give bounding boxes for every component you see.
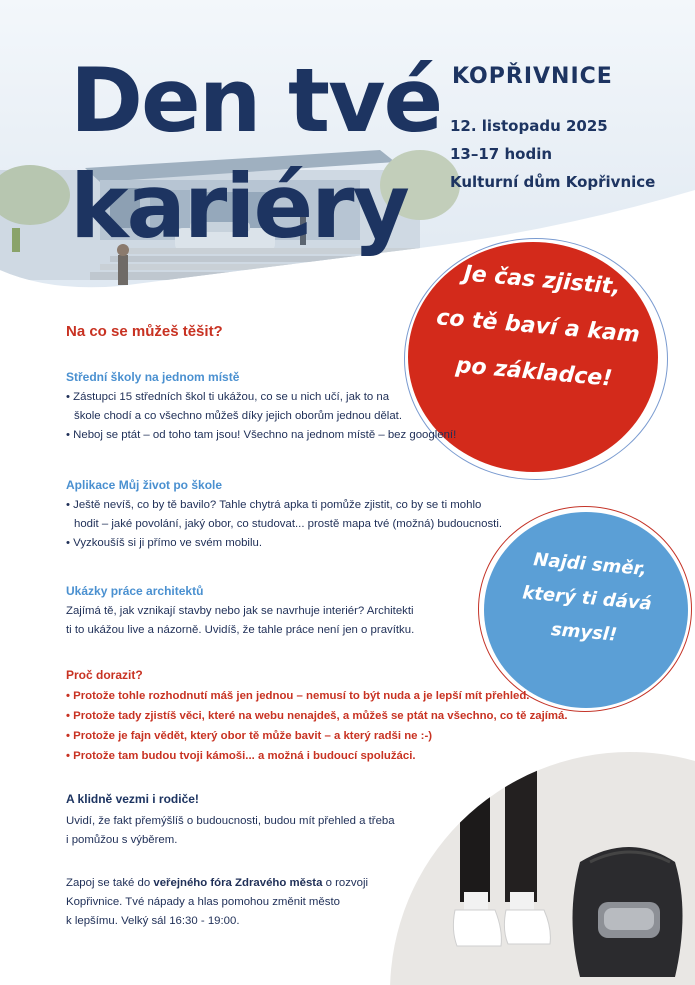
- event-info: [450, 112, 655, 196]
- event-date: 12. listopadu 2025: [450, 117, 608, 135]
- schools-bullet-1-line-2: škole chodí a co všechno můžeš díky jejich oborům jednou dělat.: [74, 410, 402, 422]
- app-bullet-1-line-2: hodit – jaké povolání, jaký obor, co studovat... prostě mapa tvé (možná) budoucnosti.: [74, 518, 503, 530]
- why-reason-1: • Protože tohle rozhodnutí máš jen jednou – nemusí to být nuda a je lepší mít přehled.: [66, 690, 530, 702]
- parents-line-1: Uvidí, že fakt přemýšlíš o budoucnosti, budou mít přehled a třeba: [66, 815, 395, 827]
- section-heading-why: Proč dorazit?: [66, 668, 143, 682]
- schools-bullet-1-line-1: • Zástupci 15 středních škol ti ukážou, co se u nich učí, jak to na: [66, 391, 390, 403]
- city-logo: KOPŘIVNICE: [452, 64, 613, 89]
- forum-bold: veřejného fóra Zdravého města: [153, 877, 323, 889]
- event-time: 13–17 hodin: [450, 145, 553, 163]
- why-reason-3: • Protože je fajn vědět, který obor tě může bavit – a který radši ne :-): [66, 730, 433, 742]
- red-slogan-line-1: Je čas zjistit,: [462, 261, 622, 300]
- student-photo: [390, 752, 695, 985]
- red-slogan-line-2: co tě baví a kam: [435, 305, 641, 348]
- blue-circle-slogan: [488, 540, 686, 658]
- title-line-2: kariéry: [70, 155, 408, 258]
- title-line-1: Den tvé: [70, 49, 442, 152]
- architects-text: [66, 602, 506, 640]
- forum-pre: Zapoj se také do: [66, 877, 154, 889]
- forum-post: o rozvoji: [322, 877, 369, 889]
- forum-line-3: k lepšímu. Velký sál 16:30 - 19:00.: [66, 915, 240, 927]
- blue-slogan-line-1: Najdi směr,: [532, 549, 648, 581]
- schools-bullet-2: • Neboj se ptát – od toho tam jsou! Všechno na jednom místě – bez googlení!: [66, 429, 457, 441]
- red-slogan-line-3: po základce!: [454, 353, 614, 392]
- parents-line-2: i pomůžou s výběrem.: [66, 834, 178, 846]
- app-bullet-2: • Vyzkoušíš si ji přímo ve svém mobilu.: [66, 537, 262, 549]
- blue-slogan-line-3: smysl!: [550, 619, 619, 646]
- app-bullet-1-line-1: • Ještě nevíš, co by tě bavilo? Tahle chytrá apka ti pomůže zjistit, co by se ti mohlo: [66, 499, 482, 511]
- blue-slogan-line-2: který ti dává: [521, 582, 653, 615]
- schools-text: [66, 388, 506, 445]
- app-text: [66, 496, 506, 553]
- forum-line-2: Kopřivnice. Tvé nápady a hlas pomohou změnit město: [66, 896, 340, 908]
- section-heading-intro: Na co se můžeš těšit?: [66, 323, 223, 340]
- why-reason-2: • Protože tady zjistíš věci, které na webu nenajdeš, a můžeš se ptát na všechno, co tě zajímá.: [66, 710, 568, 722]
- page-title: [70, 48, 441, 260]
- section-heading-app: Aplikace Můj život po škole: [66, 478, 223, 492]
- section-heading-architects: Ukázky práce architektů: [66, 584, 204, 598]
- section-heading-schools: Střední školy na jednom místě: [66, 370, 240, 384]
- red-circle-slogan: [412, 248, 663, 406]
- architects-line-1: Zajímá tě, jak vznikají stavby nebo jak se navrhuje interiér? Architekti: [66, 605, 414, 617]
- why-reason-4: • Protože tam budou tvoji kámoši... a možná i budoucí spolužáci.: [66, 750, 416, 762]
- event-venue: Kulturní dům Kopřivnice: [450, 173, 656, 191]
- section-heading-parents: A klidně vezmi i rodiče!: [66, 792, 199, 806]
- architects-line-2: ti to ukážou live a názorně. Uvidíš, že tahle práce není jen o pravítku.: [66, 624, 415, 636]
